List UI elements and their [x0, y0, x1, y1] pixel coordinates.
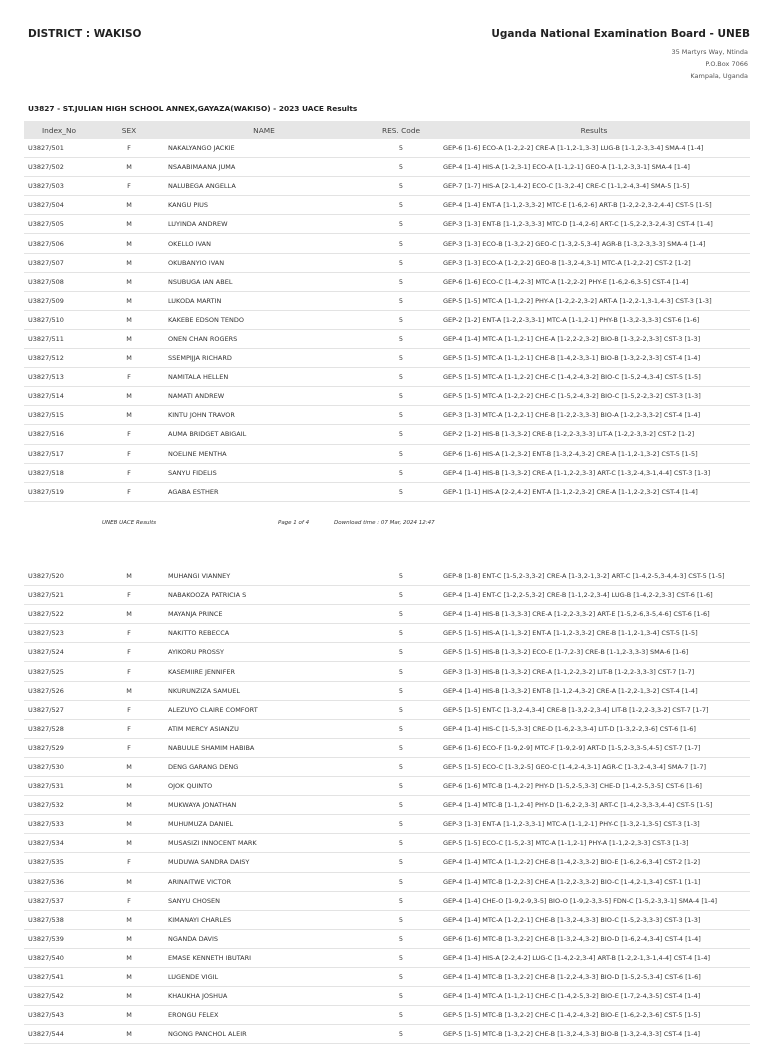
cell-index-no: U3827/514 — [24, 387, 94, 406]
cell-res-code: 5 — [364, 872, 438, 891]
cell-res-code: 5 — [364, 253, 438, 272]
cell-sex: M — [94, 681, 164, 700]
cell-sex: F — [94, 700, 164, 719]
cell-index-no: U3827/530 — [24, 757, 94, 776]
cell-res-code: 5 — [364, 700, 438, 719]
cell-results: GEP-4 [1-4] MTC-B [1-2,2-3] CHE-A [1-2,2-3,3-2] BIO-C [1-4,2-1,3-4] CST-1 [1-1] — [438, 872, 750, 891]
table-row — [24, 834, 750, 853]
footer-page-number: Page 1 of 4 — [278, 520, 310, 526]
footer-download-time: Download time : 07 Mar, 2024 12:47 — [334, 520, 435, 526]
cell-results: GEP-4 [1-4] MTC-A [1-1,2-1] CHE-A [1-2,2-2,3-2] BIO-B [1-3,2-2,3-3] CST-3 [1-3] — [438, 329, 750, 348]
cell-res-code: 5 — [364, 815, 438, 834]
column-header-res-code: RES. Code — [364, 121, 438, 139]
cell-name: NSUBUGA IAN ABEL — [164, 272, 364, 291]
column-header-results: Results — [438, 121, 750, 139]
table-row — [24, 158, 750, 177]
cell-index-no: U3827/522 — [24, 605, 94, 624]
table-row — [24, 349, 750, 368]
cell-sex: M — [94, 777, 164, 796]
cell-res-code: 5 — [364, 605, 438, 624]
cell-index-no: U3827/531 — [24, 777, 94, 796]
cell-name: MUDUWA SANDRA DAISY — [164, 853, 364, 872]
cell-index-no: U3827/543 — [24, 1006, 94, 1025]
cell-res-code: 5 — [364, 967, 438, 986]
cell-index-no: U3827/517 — [24, 444, 94, 463]
cell-sex: M — [94, 253, 164, 272]
cell-name: MUKWAYA JONATHAN — [164, 796, 364, 815]
cell-results: GEP-4 [1-4] HIS-C [1-5,3-3] CRE-D [1-6,2-3,3-4] LIT-D [1-3,2-2,3-6] CST-6 [1-6] — [438, 719, 750, 738]
results-table-page2 — [24, 567, 750, 1044]
cell-name: NALUBEGA ANGELLA — [164, 177, 364, 196]
cell-index-no: U3827/507 — [24, 253, 94, 272]
cell-name: KINTU JOHN TRAVOR — [164, 406, 364, 425]
cell-sex: M — [94, 310, 164, 329]
cell-sex: M — [94, 349, 164, 368]
cell-name: AYIKORU PROSSY — [164, 643, 364, 662]
cell-results: GEP-5 [1-5] MTC-A [1-1,2-2] PHY-A [1-2,2-2,3-2] ART-A [1-2,2-1,3-1,4-3] CST-3 [1-3] — [438, 291, 750, 310]
cell-name: NAKITTO REBECCA — [164, 624, 364, 643]
cell-res-code: 5 — [364, 567, 438, 586]
table-row — [24, 757, 750, 776]
cell-sex: M — [94, 1006, 164, 1025]
column-header-sex: SEX — [94, 121, 164, 139]
table-row — [24, 967, 750, 986]
cell-name: LUYINDA ANDREW — [164, 215, 364, 234]
cell-sex: M — [94, 834, 164, 853]
cell-res-code: 5 — [364, 387, 438, 406]
cell-res-code: 5 — [364, 662, 438, 681]
cell-results: GEP-5 [1-5] MTC-A [1-1,2-2] CHE-C [1-4,2-4,3-2] BIO-C [1-5,2-4,3-4] CST-5 [1-5] — [438, 368, 750, 387]
cell-sex: F — [94, 425, 164, 444]
cell-results: GEP-5 [1-5] ECO-C [1-3,2-5] GEO-C [1-4,2-4,3-1] AGR-C [1-3,2-4,3-4] SMA-7 [1-7] — [438, 757, 750, 776]
cell-name: KASEMIIRE JENNIFER — [164, 662, 364, 681]
table-row — [24, 948, 750, 967]
cell-index-no: U3827/527 — [24, 700, 94, 719]
column-header-name: NAME — [164, 121, 364, 139]
table-row — [24, 253, 750, 272]
cell-index-no: U3827/528 — [24, 719, 94, 738]
results-table-page1 — [24, 121, 750, 502]
table-row — [24, 291, 750, 310]
cell-res-code: 5 — [364, 234, 438, 253]
cell-res-code: 5 — [364, 215, 438, 234]
cell-name: MAYANJA PRINCE — [164, 605, 364, 624]
cell-results: GEP-6 [1-6] MTC-B [1-3,2-2] CHE-B [1-3,2-4,3-2] BIO-D [1-6,2-4,3-4] CST-4 [1-4] — [438, 929, 750, 948]
cell-sex: M — [94, 815, 164, 834]
cell-res-code: 5 — [364, 291, 438, 310]
cell-name: OJOK QUINTO — [164, 777, 364, 796]
cell-results: GEP-4 [1-4] CHE-O [1-9,2-9,3-5] BIO-O [1-9,2-3,3-5] FDN-C [1-5,2-3,3-1] SMA-4 [1-4] — [438, 891, 750, 910]
cell-results: GEP-1 [1-1] HIS-A [2-2,4-2] ENT-A [1-1,2-2,3-2] CRE-A [1-1,2-2,3-2] CST-4 [1-4] — [438, 482, 750, 501]
table-row — [24, 872, 750, 891]
cell-sex: F — [94, 586, 164, 605]
cell-results: GEP-4 [1-4] ENT-C [1-2,2-5,3-2] CRE-B [1-1,2-2,3-4] LUG-B [1-4,2-2,3-3] CST-6 [1-6] — [438, 586, 750, 605]
table-row — [24, 777, 750, 796]
cell-res-code: 5 — [364, 796, 438, 815]
cell-index-no: U3827/506 — [24, 234, 94, 253]
cell-name: NKURUNZIZA SAMUEL — [164, 681, 364, 700]
footer-label: UNEB UACE Results — [102, 520, 157, 526]
cell-index-no: U3827/520 — [24, 567, 94, 586]
cell-index-no: U3827/525 — [24, 662, 94, 681]
cell-index-no: U3827/524 — [24, 643, 94, 662]
table-row — [24, 196, 750, 215]
cell-index-no: U3827/538 — [24, 910, 94, 929]
table-row — [24, 910, 750, 929]
cell-index-no: U3827/518 — [24, 463, 94, 482]
cell-results: GEP-5 [1-5] MTC-A [1-1,2-1] CHE-B [1-4,2-3,3-1] BIO-B [1-3,2-2,3-3] CST-4 [1-4] — [438, 349, 750, 368]
address-line: P.O.Box 7066 — [705, 60, 748, 68]
address-line: Kampala, Uganda — [690, 72, 748, 80]
cell-results: GEP-4 [1-4] MTC-B [1-3,2-2] CHE-B [1-2,2-4,3-3] BIO-D [1-5,2-5,3-4] CST-6 [1-6] — [438, 967, 750, 986]
cell-index-no: U3827/526 — [24, 681, 94, 700]
cell-results: GEP-6 [1-6] MTC-B [1-4,2-2] PHY-D [1-5,2-5,3-3] CHE-D [1-4,2-5,3-5] CST-6 [1-6] — [438, 777, 750, 796]
cell-name: ALEZUYO CLAIRE COMFORT — [164, 700, 364, 719]
cell-res-code: 5 — [364, 406, 438, 425]
cell-res-code: 5 — [364, 586, 438, 605]
cell-name: ONEN CHAN ROGERS — [164, 329, 364, 348]
cell-results: GEP-5 [1-5] HIS-B [1-3,3-2] ECO-E [1-7,2-3] CRE-B [1-1,2-3,3-3] SMA-6 [1-6] — [438, 643, 750, 662]
cell-sex: M — [94, 929, 164, 948]
table-row — [24, 643, 750, 662]
cell-results: GEP-7 [1-7] HIS-A [2-1,4-2] ECO-C [1-3,2-4] CRE-C [1-1,2-4,3-4] SMA-5 [1-5] — [438, 177, 750, 196]
cell-res-code: 5 — [364, 777, 438, 796]
cell-sex: F — [94, 643, 164, 662]
cell-results: GEP-6 [1-6] ECO-A [1-2,2-2] CRE-A [1-1,2-1,3-3] LUG-B [1-1,2-3,3-4] SMA-4 [1-4] — [438, 139, 750, 158]
table-row — [24, 387, 750, 406]
table-row — [24, 272, 750, 291]
cell-name: KANGU PIUS — [164, 196, 364, 215]
cell-index-no: U3827/534 — [24, 834, 94, 853]
table-header-row — [24, 121, 750, 139]
cell-index-no: U3827/511 — [24, 329, 94, 348]
cell-sex: M — [94, 967, 164, 986]
cell-res-code: 5 — [364, 177, 438, 196]
cell-sex: M — [94, 329, 164, 348]
cell-name: ATIM MERCY ASIANZU — [164, 719, 364, 738]
table-row — [24, 605, 750, 624]
cell-results: GEP-4 [1-4] MTC-A [1-1,2-1] CHE-C [1-4,2-5,3-2] BIO-E [1-7,2-4,3-5] CST-4 [1-4] — [438, 987, 750, 1006]
cell-results: GEP-3 [1-3] HIS-B [1-3,3-2] CRE-A [1-1,2-2,3-2] LIT-B [1-2,2-3,3-3] CST-7 [1-7] — [438, 662, 750, 681]
cell-sex: M — [94, 215, 164, 234]
cell-index-no: U3827/536 — [24, 872, 94, 891]
cell-name: NGANDA DAVIS — [164, 929, 364, 948]
cell-index-no: U3827/502 — [24, 158, 94, 177]
cell-sex: M — [94, 158, 164, 177]
cell-res-code: 5 — [364, 853, 438, 872]
cell-sex: F — [94, 738, 164, 757]
table-row — [24, 929, 750, 948]
cell-index-no: U3827/540 — [24, 948, 94, 967]
cell-res-code: 5 — [364, 987, 438, 1006]
cell-res-code: 5 — [364, 1025, 438, 1044]
cell-name: EMASE KENNETH IBUTARI — [164, 948, 364, 967]
cell-results: GEP-4 [1-4] HIS-B [1-3,3-3] CRE-A [1-2,2-3,3-2] ART-E [1-5,2-6,3-5,4-6] CST-6 [1-6] — [438, 605, 750, 624]
cell-res-code: 5 — [364, 368, 438, 387]
cell-results: GEP-4 [1-4] MTC-A [1-2,2-1] CHE-B [1-3,2-4,3-3] BIO-C [1-5,2-3,3-3] CST-3 [1-3] — [438, 910, 750, 929]
table-row — [24, 425, 750, 444]
cell-res-code: 5 — [364, 444, 438, 463]
cell-index-no: U3827/535 — [24, 853, 94, 872]
cell-results: GEP-4 [1-4] MTC-B [1-1,2-4] PHY-D [1-6,2-2,3-3] ART-C [1-4,2-3,3-3,4-4] CST-5 [1-5] — [438, 796, 750, 815]
table-row — [24, 215, 750, 234]
cell-sex: M — [94, 387, 164, 406]
cell-sex: F — [94, 719, 164, 738]
cell-sex: M — [94, 757, 164, 776]
cell-index-no: U3827/542 — [24, 987, 94, 1006]
cell-name: MUSASIZI INNOCENT MARK — [164, 834, 364, 853]
table-row — [24, 586, 750, 605]
cell-name: KAKEBE EDSON TENDO — [164, 310, 364, 329]
cell-sex: F — [94, 139, 164, 158]
cell-sex: M — [94, 272, 164, 291]
cell-res-code: 5 — [364, 158, 438, 177]
table-row — [24, 482, 750, 501]
cell-sex: M — [94, 234, 164, 253]
cell-name: SANYU FIDELIS — [164, 463, 364, 482]
district-title: DISTRICT : WAKISO — [28, 28, 142, 40]
cell-res-code: 5 — [364, 910, 438, 929]
cell-name: MUHANGI VIANNEY — [164, 567, 364, 586]
cell-name: ERONGU FELEX — [164, 1006, 364, 1025]
cell-name: NGONG PANCHOL ALEIR — [164, 1025, 364, 1044]
cell-index-no: U3827/541 — [24, 967, 94, 986]
cell-name: AGABA ESTHER — [164, 482, 364, 501]
column-header-index: Index_No — [24, 121, 94, 139]
cell-name: SANYU CHOSEN — [164, 891, 364, 910]
cell-res-code: 5 — [364, 1006, 438, 1025]
cell-res-code: 5 — [364, 196, 438, 215]
table-row — [24, 444, 750, 463]
cell-results: GEP-6 [1-6] ECO-C [1-4,2-3] MTC-A [1-2,2-2] PHY-E [1-6,2-6,3-5] CST-4 [1-4] — [438, 272, 750, 291]
cell-results: GEP-5 [1-5] ECO-C [1-5,2-3] MTC-A [1-1,2-1] PHY-A [1-1,2-2,3-3] CST-3 [1-3] — [438, 834, 750, 853]
cell-res-code: 5 — [364, 349, 438, 368]
table-row — [24, 987, 750, 1006]
cell-index-no: U3827/509 — [24, 291, 94, 310]
cell-sex: M — [94, 796, 164, 815]
cell-index-no: U3827/505 — [24, 215, 94, 234]
cell-sex: F — [94, 891, 164, 910]
cell-sex: F — [94, 624, 164, 643]
table-row — [24, 738, 750, 757]
cell-sex: F — [94, 368, 164, 387]
table-row — [24, 796, 750, 815]
cell-name: OKUBANYIO IVAN — [164, 253, 364, 272]
table-body-page1 — [24, 139, 750, 501]
table-row — [24, 1006, 750, 1025]
cell-results: GEP-4 [1-4] HIS-A [1-2,3-1] ECO-A [1-1,2-1] GEO-A [1-1,2-3,3-1] SMA-4 [1-4] — [438, 158, 750, 177]
table-body-page2 — [24, 567, 750, 1044]
cell-sex: M — [94, 605, 164, 624]
table-row — [24, 329, 750, 348]
cell-sex: F — [94, 662, 164, 681]
cell-name: NAMATI ANDREW — [164, 387, 364, 406]
cell-sex: F — [94, 463, 164, 482]
cell-index-no: U3827/501 — [24, 139, 94, 158]
table-row — [24, 310, 750, 329]
cell-index-no: U3827/512 — [24, 349, 94, 368]
cell-index-no: U3827/510 — [24, 310, 94, 329]
table-row — [24, 463, 750, 482]
cell-name: SSEMPIJJA RICHARD — [164, 349, 364, 368]
cell-name: MUHUMUZA DANIEL — [164, 815, 364, 834]
table-row — [24, 1025, 750, 1044]
cell-results: GEP-5 [1-5] MTC-B [1-3,2-2] CHE-B [1-3,2-4,3-3] BIO-B [1-3,2-4,3-3] CST-4 [1-4] — [438, 1025, 750, 1044]
cell-name: KHAUKHA JOSHUA — [164, 987, 364, 1006]
cell-res-code: 5 — [364, 719, 438, 738]
cell-sex: M — [94, 910, 164, 929]
cell-sex: F — [94, 177, 164, 196]
cell-res-code: 5 — [364, 425, 438, 444]
cell-index-no: U3827/539 — [24, 929, 94, 948]
cell-index-no: U3827/516 — [24, 425, 94, 444]
cell-res-code: 5 — [364, 463, 438, 482]
cell-results: GEP-5 [1-5] MTC-B [1-3,2-2] CHE-C [1-4,2-4,3-2] BIO-E [1-6,2-2,3-6] CST-5 [1-5] — [438, 1006, 750, 1025]
cell-res-code: 5 — [364, 310, 438, 329]
cell-results: GEP-3 [1-3] ECO-B [1-3,2-2] GEO-C [1-3,2-5,3-4] AGR-B [1-3,2-3,3-3] SMA-4 [1-4] — [438, 234, 750, 253]
table-row — [24, 406, 750, 425]
cell-index-no: U3827/519 — [24, 482, 94, 501]
cell-res-code: 5 — [364, 624, 438, 643]
board-title: Uganda National Examination Board - UNEB — [491, 28, 750, 40]
cell-res-code: 5 — [364, 929, 438, 948]
table-row — [24, 139, 750, 158]
table-row — [24, 853, 750, 872]
cell-results: GEP-5 [1-5] MTC-A [1-2,2-2] CHE-C [1-5,2-4,3-2] BIO-C [1-5,2-2,3-2] CST-3 [1-3] — [438, 387, 750, 406]
table-row — [24, 368, 750, 387]
cell-name: NAMITALA HELLEN — [164, 368, 364, 387]
cell-res-code: 5 — [364, 643, 438, 662]
cell-sex: M — [94, 948, 164, 967]
cell-results: GEP-2 [1-2] HIS-B [1-3,3-2] CRE-B [1-2,2-3,3-3] LIT-A [1-2,2-3,3-2] CST-2 [1-2] — [438, 425, 750, 444]
table-row — [24, 624, 750, 643]
cell-index-no: U3827/537 — [24, 891, 94, 910]
table-row — [24, 681, 750, 700]
cell-results: GEP-4 [1-4] HIS-B [1-3,3-2] CRE-A [1-1,2-2,3-3] ART-C [1-3,2-4,3-1,4-4] CST-3 [1-3] — [438, 463, 750, 482]
cell-name: LUGENDE VIGIL — [164, 967, 364, 986]
cell-results: GEP-4 [1-4] HIS-B [1-3,3-2] ENT-B [1-1,2-4,3-2] CRE-A [1-2,2-1,3-2] CST-4 [1-4] — [438, 681, 750, 700]
cell-results: GEP-4 [1-4] MTC-A [1-1,2-2] CHE-B [1-4,2-3,3-2] BIO-E [1-6,2-6,3-4] CST-2 [1-2] — [438, 853, 750, 872]
cell-index-no: U3827/508 — [24, 272, 94, 291]
cell-res-code: 5 — [364, 139, 438, 158]
cell-sex: M — [94, 1025, 164, 1044]
cell-name: KIMANAYI CHARLES — [164, 910, 364, 929]
cell-results: GEP-6 [1-6] ECO-F [1-9,2-9] MTC-F [1-9,2-9] ART-D [1-5,2-3,3-5,4-5] CST-7 [1-7] — [438, 738, 750, 757]
cell-sex: F — [94, 853, 164, 872]
school-title: U3827 - ST.JULIAN HIGH SCHOOL ANNEX,GAYAZA(WAKISO) - 2023 UACE Results — [28, 104, 358, 113]
cell-index-no: U3827/523 — [24, 624, 94, 643]
cell-index-no: U3827/544 — [24, 1025, 94, 1044]
cell-results: GEP-5 [1-5] HIS-A [1-1,3-2] ENT-A [1-1,2-3,3-2] CRE-B [1-1,2-1,3-4] CST-5 [1-5] — [438, 624, 750, 643]
cell-results: GEP-3 [1-3] ENT-B [1-1,2-3,3-3] MTC-D [1-4,2-6] ART-C [1-5,2-2,3-2,4-3] CST-4 [1-4] — [438, 215, 750, 234]
cell-sex: M — [94, 987, 164, 1006]
cell-name: NABAKOOZA PATRICIA S — [164, 586, 364, 605]
cell-res-code: 5 — [364, 681, 438, 700]
cell-name: OKELLO IVAN — [164, 234, 364, 253]
cell-sex: M — [94, 406, 164, 425]
cell-sex: M — [94, 291, 164, 310]
cell-results: GEP-8 [1-8] ENT-C [1-5,2-3,3-2] CRE-A [1-3,2-1,3-2] ART-C [1-4,2-5,3-4,4-3] CST-5 [1-5] — [438, 567, 750, 586]
cell-sex: M — [94, 196, 164, 215]
cell-res-code: 5 — [364, 738, 438, 757]
cell-name: ARINAITWE VICTOR — [164, 872, 364, 891]
cell-name: LUKODA MARTIN — [164, 291, 364, 310]
cell-name: NAKALYANGO JACKIE — [164, 139, 364, 158]
cell-results: GEP-3 [1-3] ENT-A [1-1,2-3,3-1] MTC-A [1-1,2-1] PHY-C [1-3,2-1,3-5] CST-3 [1-3] — [438, 815, 750, 834]
table-row — [24, 662, 750, 681]
cell-name: AUMA BRIDGET ABIGAIL — [164, 425, 364, 444]
cell-res-code: 5 — [364, 482, 438, 501]
cell-sex: F — [94, 444, 164, 463]
cell-index-no: U3827/515 — [24, 406, 94, 425]
cell-res-code: 5 — [364, 891, 438, 910]
cell-res-code: 5 — [364, 329, 438, 348]
cell-results: GEP-5 [1-5] ENT-C [1-3,2-4,3-4] CRE-B [1-3,2-2,3-4] LIT-B [1-2,2-3,3-2] CST-7 [1-7] — [438, 700, 750, 719]
cell-index-no: U3827/503 — [24, 177, 94, 196]
cell-results: GEP-4 [1-4] ENT-A [1-1,2-3,3-2] MTC-E [1-6,2-6] ART-B [1-2,2-2,3-2,4-4] CST-5 [1-5] — [438, 196, 750, 215]
cell-sex: M — [94, 567, 164, 586]
cell-index-no: U3827/532 — [24, 796, 94, 815]
cell-sex: M — [94, 872, 164, 891]
cell-results: GEP-2 [1-2] ENT-A [1-2,2-3,3-1] MTC-A [1-1,2-1] PHY-B [1-3,2-3,3-3] CST-6 [1-6] — [438, 310, 750, 329]
address-line: 35 Martyrs Way, Ntinda — [671, 48, 748, 56]
cell-name: NOELINE MENTHA — [164, 444, 364, 463]
cell-index-no: U3827/521 — [24, 586, 94, 605]
cell-res-code: 5 — [364, 834, 438, 853]
cell-name: DENG GARANG DENG — [164, 757, 364, 776]
table-row — [24, 567, 750, 586]
cell-index-no: U3827/533 — [24, 815, 94, 834]
cell-res-code: 5 — [364, 757, 438, 776]
cell-res-code: 5 — [364, 948, 438, 967]
cell-results: GEP-3 [1-3] MTC-A [1-2,2-1] CHE-B [1-2,2-3,3-3] BIO-A [1-2,2-3,3-2] CST-4 [1-4] — [438, 406, 750, 425]
cell-name: NABUULE SHAMIM HABIBA — [164, 738, 364, 757]
cell-index-no: U3827/513 — [24, 368, 94, 387]
cell-results: GEP-3 [1-3] ECO-A [1-2,2-2] GEO-B [1-3,2-4,3-1] MTC-A [1-2,2-2] CST-2 [1-2] — [438, 253, 750, 272]
cell-name: NSAABIMAANA JUMA — [164, 158, 364, 177]
cell-sex: F — [94, 482, 164, 501]
table-row — [24, 234, 750, 253]
table-row — [24, 700, 750, 719]
table-row — [24, 815, 750, 834]
table-row — [24, 719, 750, 738]
cell-results: GEP-4 [1-4] HIS-A [2-2,4-2] LUG-C [1-4,2-2,3-4] ART-B [1-2,2-1,3-1,4-4] CST-4 [1-4] — [438, 948, 750, 967]
cell-res-code: 5 — [364, 272, 438, 291]
cell-index-no: U3827/529 — [24, 738, 94, 757]
cell-results: GEP-6 [1-6] HIS-A [1-2,3-2] ENT-B [1-3,2-4,3-2] CRE-A [1-1,2-1,3-2] CST-5 [1-5] — [438, 444, 750, 463]
table-row — [24, 177, 750, 196]
table-row — [24, 891, 750, 910]
cell-index-no: U3827/504 — [24, 196, 94, 215]
